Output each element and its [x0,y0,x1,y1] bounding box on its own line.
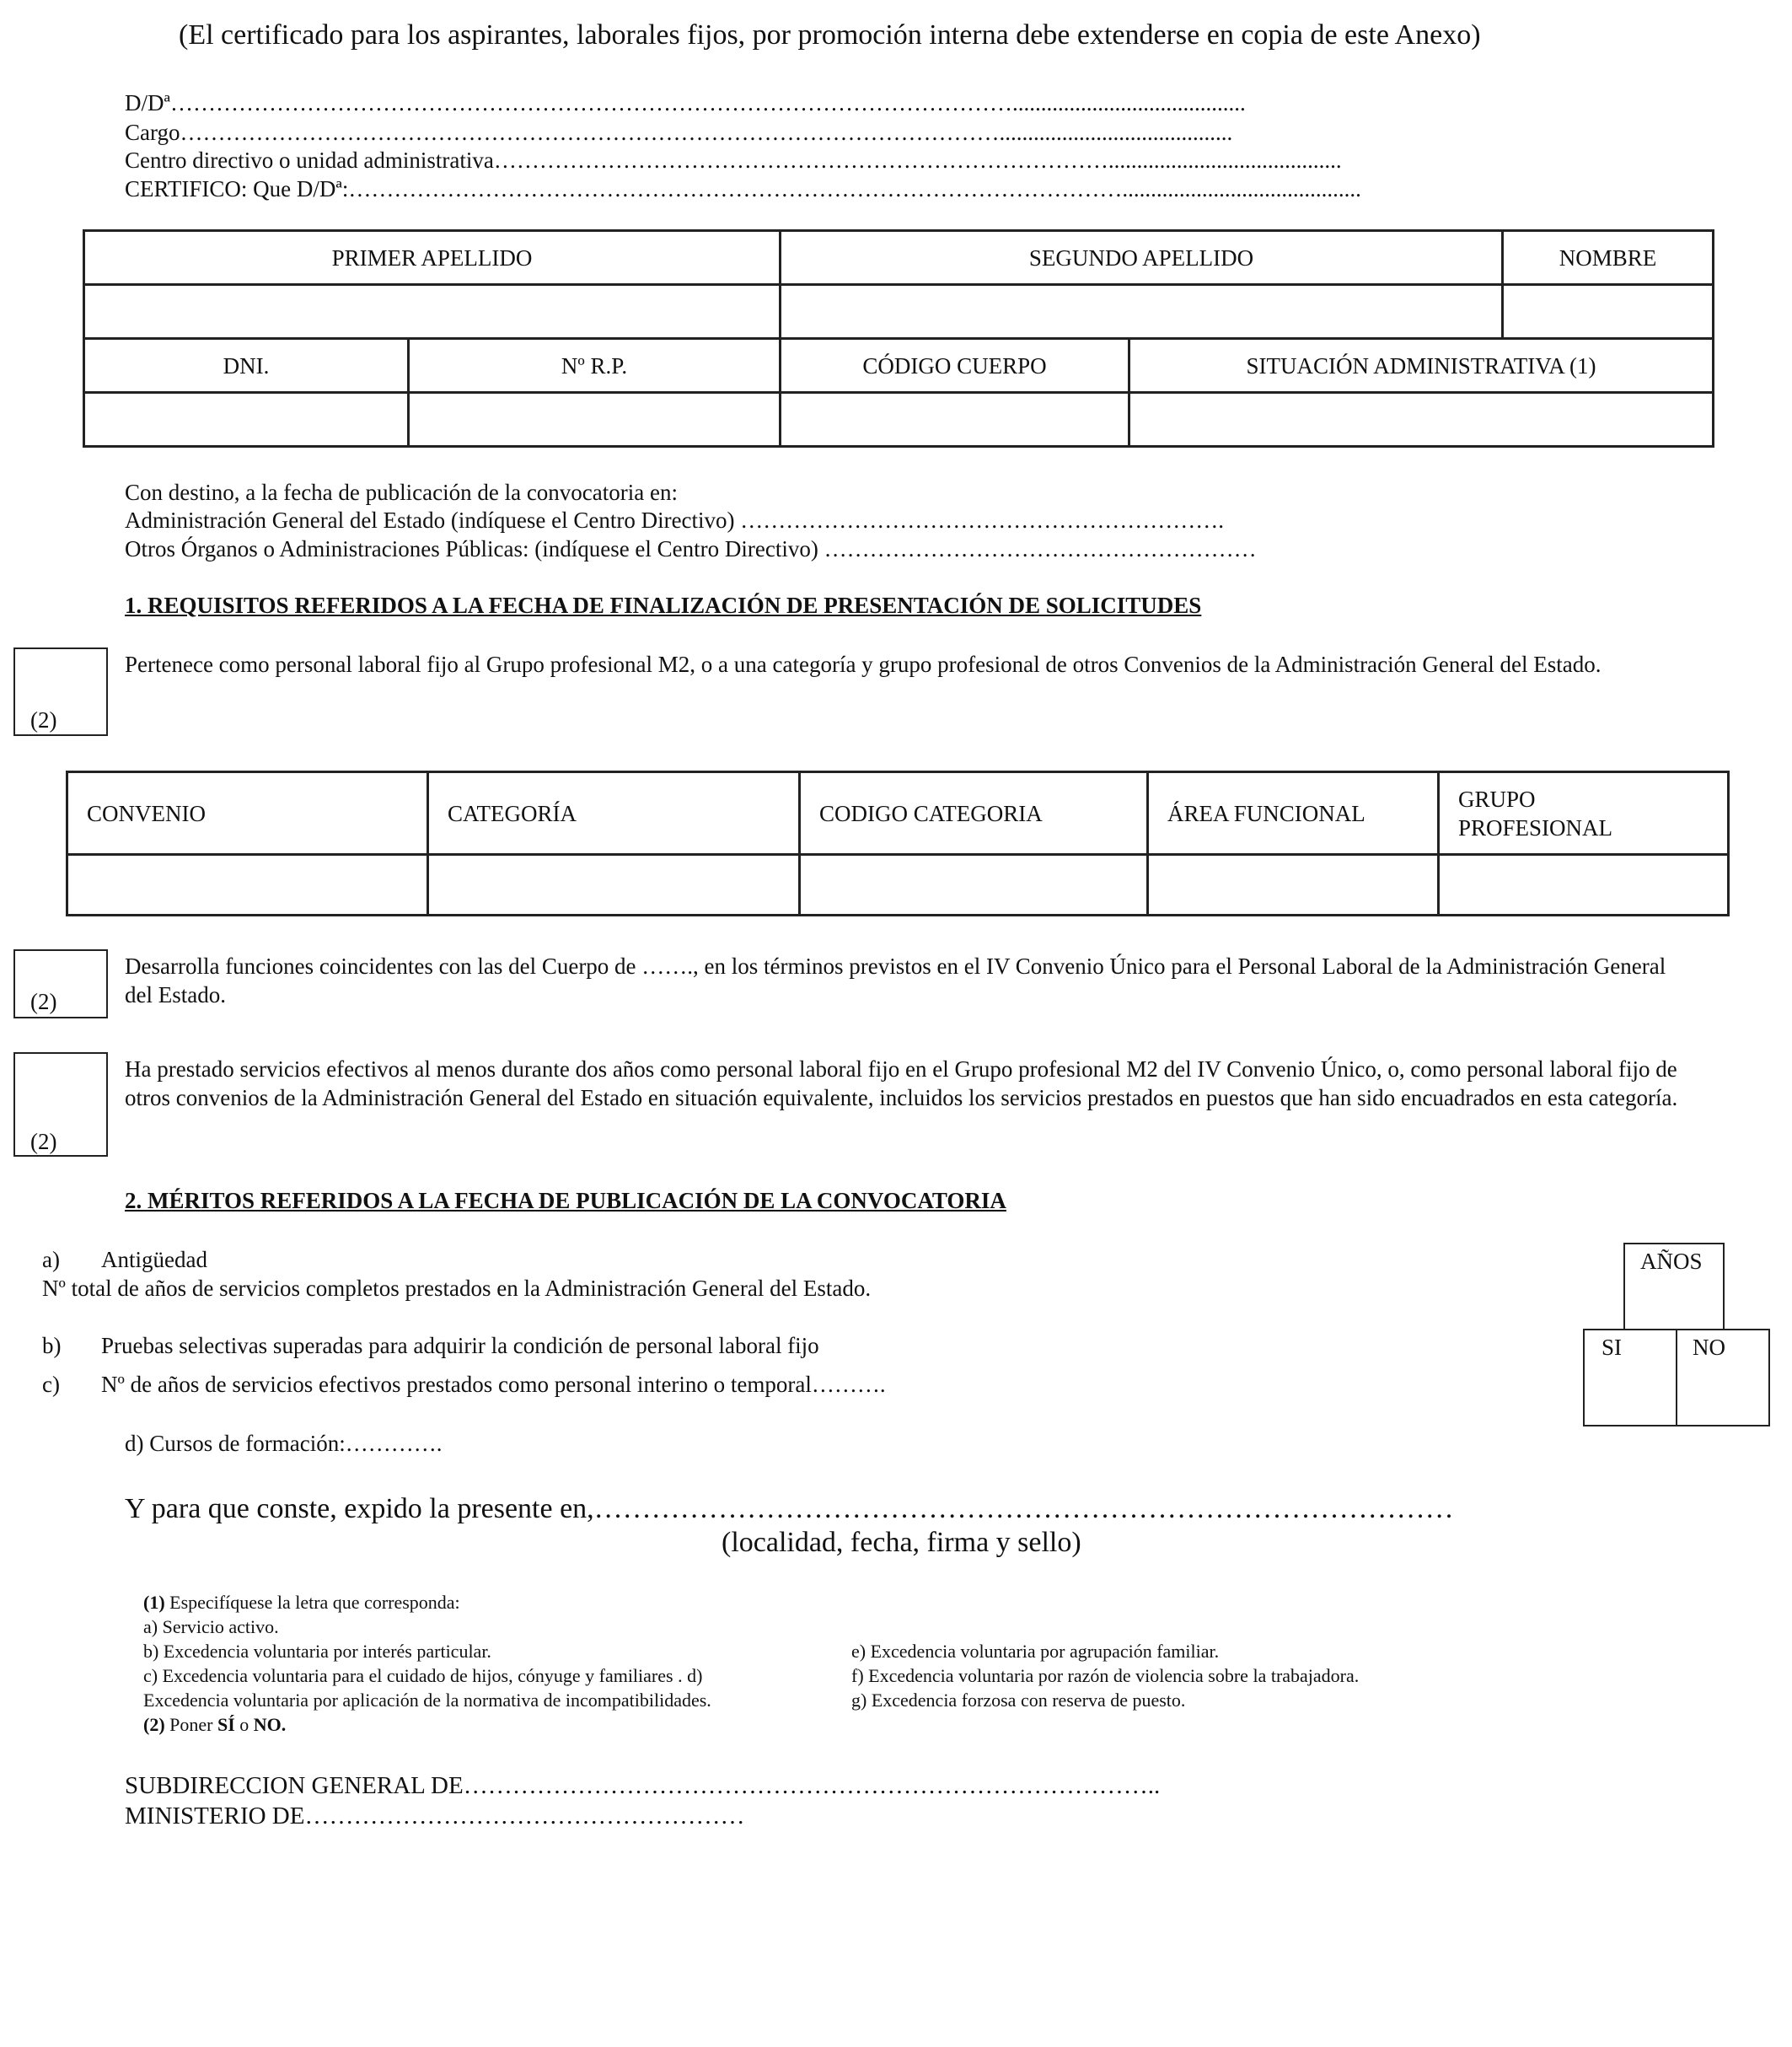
checkbox-requisito-2[interactable] [13,949,108,1018]
requisito-2-line2: del Estado. [125,982,226,1007]
checkbox-label-3: (2) [30,1129,57,1154]
header-categoria: CATEGORÍA [428,772,800,855]
checkbox-label-1: (2) [30,707,57,733]
header-primer-apellido: PRIMER APELLIDO [84,231,781,285]
merito-a-label: Antigüedad [101,1247,207,1272]
subdireccion-field[interactable]: SUBDIRECCION GENERAL DE………………………………………………………………………….. [125,1772,1161,1799]
note-b: b) Excedencia voluntaria por interés particular. [143,1641,491,1662]
codigo-categoria-cell[interactable] [800,855,1148,916]
header-nrp: Nº R.P. [409,339,781,393]
ministerio-field[interactable]: MINISTERIO DE……………………………………………… [125,1803,745,1829]
header-segundo-apellido: SEGUNDO APELLIDO [781,231,1503,285]
header-convenio: CONVENIO [67,772,428,855]
note-c2: Excedencia voluntaria por aplicación de la normativa de incompatibilidades. [143,1690,711,1711]
personal-data-table [83,229,1714,448]
nombre-cell[interactable] [1503,285,1714,339]
header-nombre: NOMBRE [1503,231,1714,285]
note-2-text: Poner [164,1714,217,1735]
convenio-cell[interactable] [67,855,428,916]
merito-a-letter: a) [42,1247,60,1272]
requisito-3-line2: otros convenios de la Administración General del Estado en situación equivalente, incluidos los servicios prestados en puestos que han sido encuadrados en esta categoría. [125,1085,1678,1110]
closing-subline: (localidad, fecha, firma y sello) [722,1527,1081,1558]
note-1-heading [143,1590,460,1614]
anos-label: AÑOS [1640,1249,1703,1274]
checkbox-requisito-3[interactable] [13,1052,108,1157]
merito-b-letter: b) [42,1333,62,1358]
requisito-3-line1: Ha prestado servicios efectivos al menos durante dos años como personal laboral fijo en el Grupo profesional M2 del IV Convenio Único, o, como personal laboral fijo de [125,1056,1677,1082]
note-2-no: NO. [253,1714,287,1735]
note-2-o: o [234,1714,254,1735]
merito-c-letter: c) [42,1372,60,1397]
codigo-cuerpo-cell[interactable] [781,393,1129,447]
header-codigo-categoria: CODIGO CATEGORIA [800,772,1148,855]
si-box[interactable] [1583,1329,1677,1426]
closing-line[interactable]: Y para que conste, expido la presente en,……………………………………………………………………………… [125,1493,1454,1524]
segundo-apellido-cell[interactable] [781,285,1503,339]
requisito-2-line1: Desarrolla funciones coincidentes con las del Cuerpo de ……., en los términos previstos en el IV Convenio Único para el Personal Laboral de la Administración General [125,954,1666,979]
merito-b-label: Pruebas selectivas superadas para adquirir la condición de personal laboral fijo [101,1333,819,1358]
requisito-1-text: Pertenece como personal laboral fijo al Grupo profesional M2, o a una categoría y grupo profesional de otros Convenios de la Administración General del Estado. [125,652,1602,677]
certifico-field[interactable]: CERTIFICO: Que D/Dª:………………………………………………………………………………………….......................................... [125,176,1361,201]
destino-age[interactable]: Administración General del Estado (indíquese el Centro Directivo) ………………………………………………………. [125,508,1225,533]
header-situacion-administrativa: SITUACIÓN ADMINISTRATIVA (1) [1129,339,1714,393]
checkbox-label-2: (2) [30,989,57,1014]
centro-field[interactable]: Centro directivo o unidad administrativa………………………………………………………………………......................................... [125,148,1342,173]
destino-otros[interactable]: Otros Órganos o Administraciones Públicas: (indíquese el Centro Directivo) ………………………………………………… [125,536,1257,561]
note-f: f) Excedencia voluntaria por razón de violencia sobre la trabajadora. [851,1665,1360,1686]
grupo-profesional-cell[interactable] [1439,855,1729,916]
note-g: g) Excedencia forzosa con reserva de puesto. [851,1690,1186,1711]
categoria-cell[interactable] [428,855,800,916]
situacion-administrativa-cell[interactable] [1129,393,1714,447]
checkbox-requisito-1[interactable] [13,647,108,736]
cargo-field[interactable]: Cargo………………………………………………………………………………………………......................................... [125,120,1233,145]
header-area-funcional: ÁREA FUNCIONAL [1148,772,1439,855]
note-2-number: (2) [143,1714,165,1735]
header-grupo-profesional: GRUPO PROFESIONAL [1439,772,1729,855]
section2-title: 2. MÉRITOS REFERIDOS A LA FECHA DE PUBLICACIÓN DE LA CONVOCATORIA [125,1188,1006,1213]
section1-title: 1. REQUISITOS REFERIDOS A LA FECHA DE FINALIZACIÓN DE PRESENTACIÓN DE SOLICITUDES [125,593,1202,618]
note-e: e) Excedencia voluntaria por agrupación familiar. [851,1641,1220,1662]
note-a: a) Servicio activo. [143,1616,279,1637]
note-1-text: Especifíquese la letra que corresponda: [164,1592,460,1613]
merito-c-label[interactable]: Nº de años de servicios efectivos prestados como personal interino o temporal………. [101,1372,886,1397]
destino-intro: Con destino, a la fecha de publicación de la convocatoria en: [125,480,678,505]
convenio-table [66,771,1730,916]
header-dni: DNI. [84,339,409,393]
area-funcional-cell[interactable] [1148,855,1439,916]
primer-apellido-cell[interactable] [84,285,781,339]
note-c: c) Excedencia voluntaria para el cuidado de hijos, cónyuge y familiares . d) [143,1665,703,1686]
note-1-number: (1) [143,1592,165,1613]
merito-a-desc: Nº total de años de servicios completos prestados en la Administración General del Estado. [42,1276,872,1301]
dd-field[interactable]: D/Dª…………………………………………………………………………………………………......................................... [125,90,1246,116]
note-2-si: SÍ [217,1714,235,1735]
si-label: SI [1602,1335,1623,1360]
merito-d-label[interactable]: d) Cursos de formación:…………. [125,1431,443,1456]
nrp-cell[interactable] [409,393,781,447]
dni-cell[interactable] [84,393,409,447]
no-label: NO [1693,1335,1725,1360]
header-note: (El certificado para los aspirantes, laborales fijos, por promoción interna debe extenderse en copia de este Anexo) [179,19,1481,51]
header-codigo-cuerpo: CÓDIGO CUERPO [781,339,1129,393]
note-2 [143,1712,286,1737]
